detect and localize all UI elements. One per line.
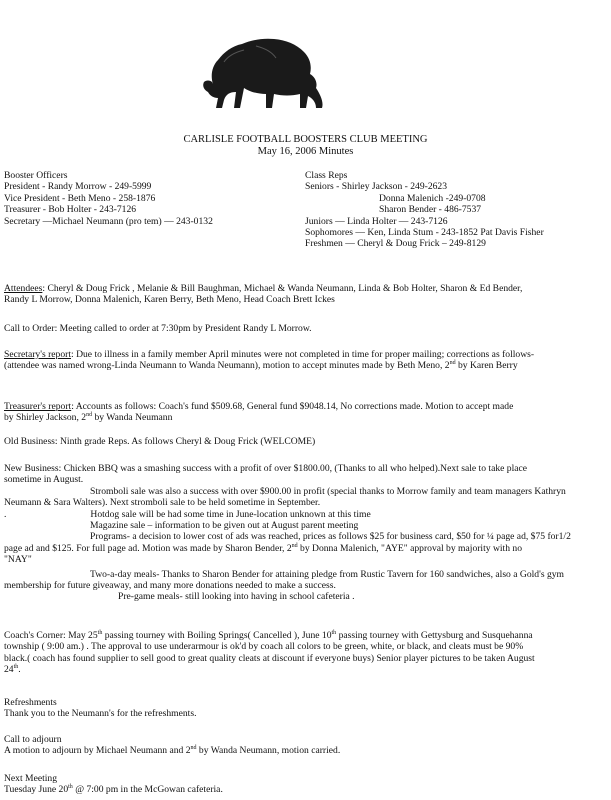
coach-l1b: passing tourney with Boiling Springs( Cancelled ), June 10: [102, 630, 332, 641]
rep-sophomores: Sophomores — Ken, Linda Stum - 243-1852 Pat Davis Fisher: [305, 227, 544, 239]
officer-secretary: Secretary —Michael Neumann (pro tem) — 243-0132: [4, 215, 213, 227]
coaches-corner: [4, 630, 604, 676]
officer-treasurer: Treasurer - Bob Holter - 243-7126: [4, 204, 137, 216]
attendees-label: Attendees: [4, 283, 43, 294]
refreshments-text: Thank you to the Neumann's for the refreshments.: [4, 708, 197, 720]
treasurer-label: Treasurer's report: [4, 401, 72, 412]
officer-president: President - Randy Morrow - 249-5999: [4, 181, 152, 193]
treasurer-line2a: by Shirley Jackson, 2: [4, 412, 87, 424]
stromboli-line1: Stromboli sale was also a success with over $900.00 in profit (special thanks to Morrow family and team managers Kathryn: [90, 485, 566, 497]
rep-seniors: Seniors - Shirley Jackson - 249-2623: [305, 181, 448, 193]
new-business-line2: sometime in August.: [4, 474, 84, 486]
call-to-order: Call to Order: Meeting called to order at 7:30pm by President Randy L Morrow.: [4, 323, 312, 334]
adjourn-text-a: A motion to adjourn by Michael Neumann and 2: [4, 745, 191, 757]
next-meeting-b: @ 7:00 pm in the McGowan cafeteria.: [72, 784, 223, 796]
secretary-line2b: by Karen Berry: [455, 360, 518, 372]
two-a-day-line2: membership for future giveaway, and many more donations needed to make a success.: [4, 580, 336, 592]
next-meeting-section: [4, 773, 604, 796]
adjourn-heading: Call to adjourn: [4, 734, 62, 745]
programs-line2a: page ad and $125. For full page ad. Motion was made by Sharon Bender, 2: [4, 542, 292, 554]
new-business-line1: New Business: Chicken BBQ was a smashing success with a profit of over $1800.00, (Thanks to all who helped).Next sale to take place: [4, 463, 528, 474]
adjourn-sup: nd: [190, 745, 197, 752]
coach-l4b: .: [18, 664, 21, 676]
officers-heading: Booster Officers: [4, 170, 68, 181]
old-business: Old Business: Ninth grade Reps. As follows Cheryl & Doug Frick (WELCOME): [4, 436, 316, 447]
coach-sup3: th: [13, 664, 19, 671]
secretary-line2a: (attendee was named wrong-Linda Neumann to Wanda Neumann), motion to accept minutes made by Beth Meno, 2: [4, 360, 450, 372]
bison-logo: [196, 28, 336, 118]
refreshments-section: [4, 697, 604, 720]
treasurer-report: [4, 401, 604, 424]
bullet-dot: .: [4, 508, 7, 520]
programs-sup: nd: [291, 542, 298, 549]
rep-seniors-3: Sharon Bender - 486-7537: [379, 204, 482, 216]
secretary-label: Secretary's report: [4, 349, 71, 360]
adjourn-section: [4, 734, 604, 757]
coach-line3: black.( coach has found supplier to sell good to great quality cleats at discount if everyone buys) Senior player pictures to be taken August: [4, 652, 535, 664]
rep-juniors: Juniors — Linda Holter — 243-7126: [305, 215, 448, 227]
next-meeting-heading: Next Meeting: [4, 773, 58, 784]
next-meeting-a: Tuesday June 20: [4, 784, 69, 796]
attendees-section: [4, 283, 604, 306]
secretary-sup: nd: [449, 360, 456, 367]
class-reps-heading: Class Reps: [305, 170, 348, 181]
coach-sup1: th: [97, 629, 103, 636]
two-a-day-line1: Two-a-day meals- Thanks to Sharon Bender for attaining pledge from Rustic Tavern for 160 sandwiches, also a Gold's gym: [90, 568, 565, 580]
meeting-date: May 16, 2006 Minutes: [257, 146, 354, 157]
programs-line1: Programs- a decision to lower cost of ads was reached, prices as follows $25 for business card, $50 for ¼ page ad, $75 for1/2: [90, 531, 571, 543]
meeting-title: CARLISLE FOOTBALL BOOSTERS CLUB MEETING: [183, 134, 428, 145]
secretary-report: [4, 349, 604, 372]
attendees-line2: Randy L Morrow, Donna Malenich, Karen Berry, Beth Meno, Head Coach Brett Ickes: [4, 294, 335, 306]
hotdog-sale: Hotdog sale will be had some time in June-location unknown at this time: [90, 508, 371, 520]
programs-line2b: by Donna Malenich, "AYE" approval by majority with no: [297, 542, 523, 554]
coach-sup2: th: [331, 629, 337, 636]
rep-seniors-2: Donna Malenich -249-0708: [379, 192, 486, 204]
adjourn-text-b: by Wanda Neumann, motion carried.: [196, 745, 341, 757]
coach-l1c: passing tourney with Gettysburg and Susquehanna: [336, 630, 533, 641]
treasurer-line1: : Accounts as follows: Coach's fund $509.68, General fund $9048.14, No corrections made. Motion to accept made: [71, 401, 514, 412]
coach-l4a: 24: [4, 664, 14, 676]
treasurer-line2b: by Wanda Neumann: [92, 412, 173, 424]
programs-line3: "NAY": [4, 554, 32, 566]
treasurer-sup: nd: [86, 412, 93, 419]
rep-freshmen: Freshmen — Cheryl & Doug Frick – 249-8129: [305, 238, 486, 250]
attendees-line1: : Cheryl & Doug Frick , Melanie & Bill Baughman, Michael & Wanda Neumann, Linda & Bob Holter, Sharon & Ed Bender,: [42, 283, 523, 294]
officer-vice-president: Vice President - Beth Meno - 258-1876: [4, 192, 156, 204]
pre-game-meals: Pre-game meals- still looking into having in school cafeteria .: [118, 591, 355, 603]
new-business: [4, 463, 604, 603]
next-meeting-sup: th: [68, 784, 73, 791]
refreshments-heading: Refreshments: [4, 697, 57, 708]
stromboli-line2: Neumann & Sara Walters). Next stromboli sale to be held sometime in September.: [4, 497, 321, 509]
coach-line2: township ( 9:00 am.) . The approval to use underarmour is ok'd by coach all colors to be green, white, or black, and cleats must be 90%: [4, 641, 524, 653]
booster-officers: [4, 170, 304, 227]
secretary-line1: : Due to illness in a family member April minutes were not completed in time for proper mailing; corrections as follows-: [71, 349, 535, 360]
magazine-sale: Magazine sale – information to be given out at August parent meeting: [90, 520, 359, 532]
class-reps: [305, 170, 605, 250]
coach-l1a: Coach's Corner: May 25: [4, 630, 98, 641]
